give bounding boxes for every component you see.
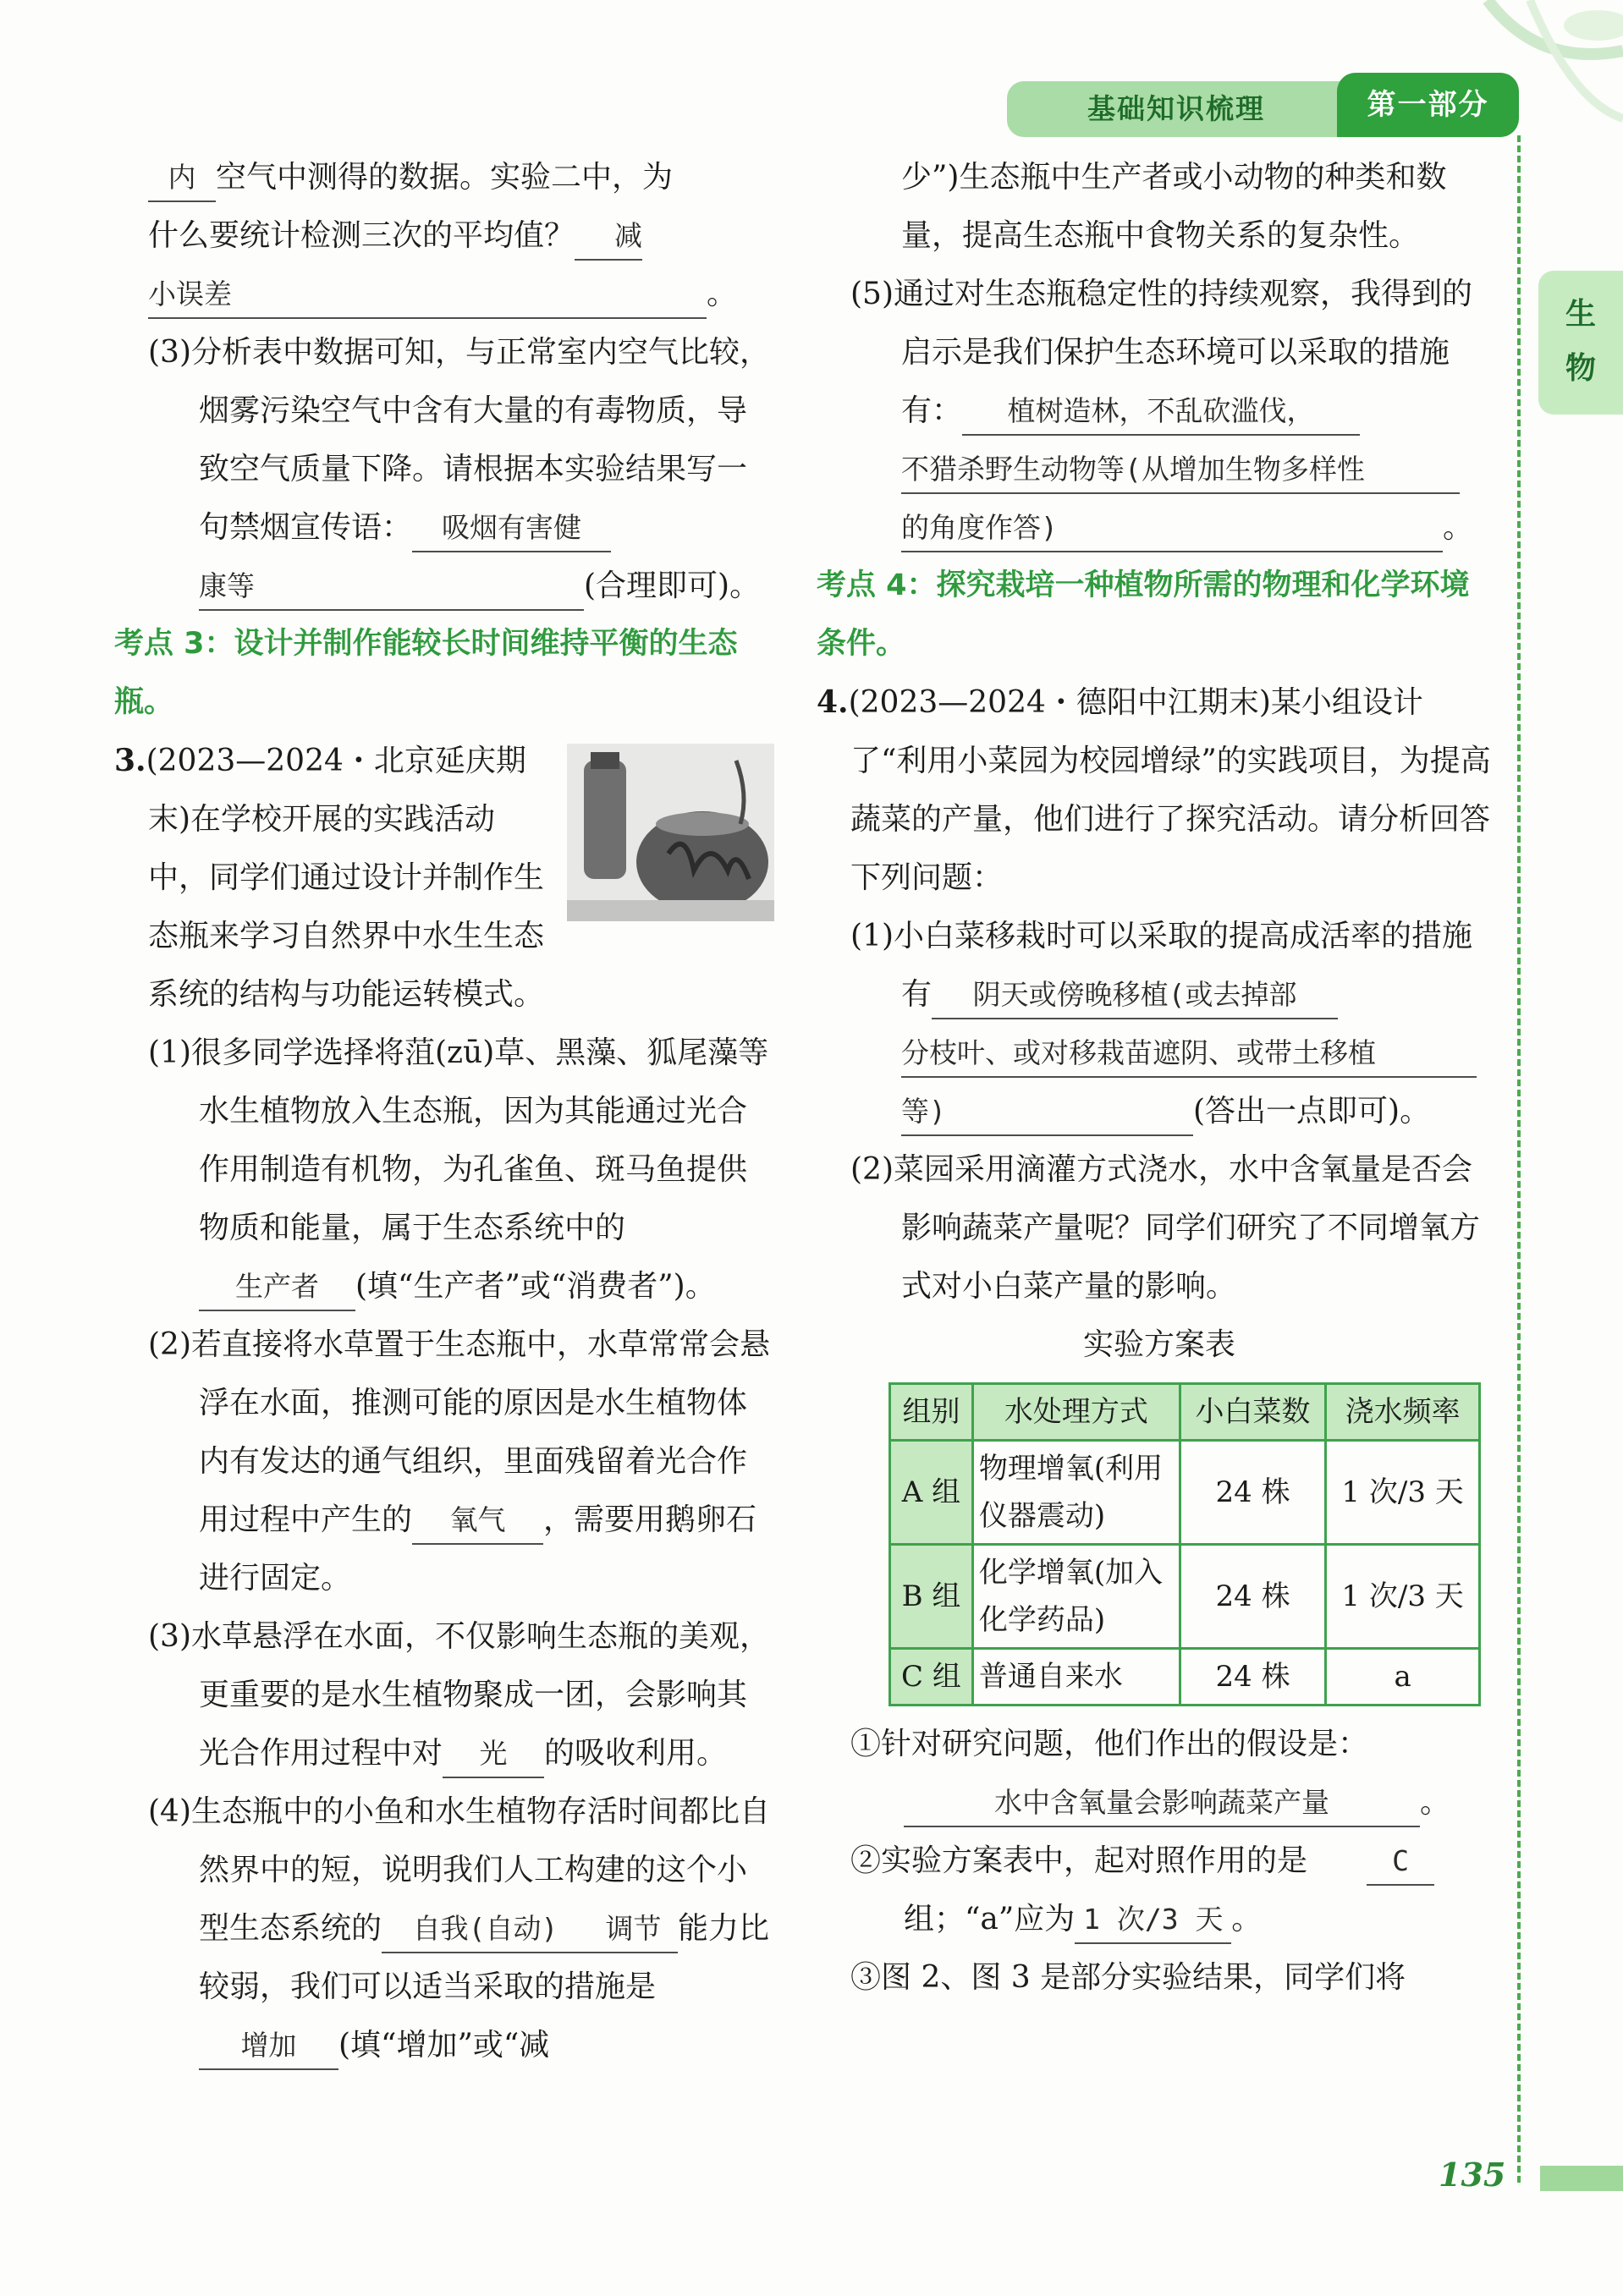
- question-4: [817, 673, 1494, 907]
- key-point-4: 考点 4：探究栽培一种植物所需的物理和化学环境条件。: [817, 569, 1470, 661]
- table-cell: C 组: [890, 1649, 973, 1706]
- item-label: ③: [850, 1960, 882, 1995]
- text: 菜园采用滴灌方式浇水，水中含氧量是否会影响蔬菜产量呢？同学们研究了不同增氧方式对小白菜产量的影响。: [894, 1152, 1481, 1304]
- table-row: [890, 1441, 1480, 1545]
- table-cell: B 组: [890, 1545, 973, 1649]
- ecological-bottle-photo: [567, 744, 774, 921]
- continued-line-1: [114, 148, 774, 206]
- table-cell: 24 株: [1180, 1649, 1325, 1706]
- question-3-5: [817, 265, 1494, 557]
- text: ，需要用鹅卵石进行固定。: [199, 1502, 757, 1596]
- text: 针对研究问题，他们作出的假设是：: [881, 1727, 1369, 1761]
- subject-char-1: 生: [1565, 297, 1596, 332]
- right-column: [817, 148, 1494, 2007]
- text: 很多同学选择将菹(zū)草、黑藻、狐尾藻等水生植物放入生态瓶，因为其能通过光合作用制造有机物，为孔雀鱼、斑马鱼提供物质和能量，属于生态系统中的: [191, 1035, 769, 1245]
- question-3-1: [114, 1024, 774, 1316]
- answer-blank[interactable]: 自我(自动): [382, 1906, 589, 1953]
- page-number-bar: [1540, 2166, 1623, 2191]
- text: 生态瓶中的小鱼和水生植物存活时间都比自然界中的短，说明我们人工构建的这个小型生态系统的: [191, 1794, 771, 1946]
- text: 的吸收利用。: [544, 1736, 728, 1771]
- text: 通过对生态瓶稳定性的持续观察，我得到的启示是我们保护生态环境可以采取的措施有：: [894, 277, 1473, 428]
- question-number: 3.: [114, 743, 146, 778]
- table-header-row: [890, 1384, 1480, 1441]
- table-cell: 化学增氧(加入化学药品): [972, 1545, 1180, 1649]
- text: (合理即可)。: [584, 569, 761, 603]
- text: 实验方案表中，起对照作用的是: [881, 1843, 1308, 1878]
- item-label: (1): [850, 919, 894, 953]
- answer-blank[interactable]: 分枝叶、或对移栽苗遮阴、或带土移植: [901, 1030, 1477, 1078]
- text: (填“生产者”或“消费者”)。: [355, 1269, 716, 1304]
- subject-char-2: 物: [1565, 351, 1596, 386]
- table-cell: 24 株: [1180, 1545, 1325, 1649]
- page-number: 135: [1439, 2156, 1506, 2194]
- answer-blank[interactable]: 不猎杀野生动物等(从增加生物多样性: [901, 447, 1460, 494]
- text: 什么要统计检测三次的平均值？: [148, 218, 575, 253]
- item-label: ①: [850, 1727, 882, 1761]
- item-label: (1): [148, 1035, 191, 1070]
- question-number: 4.: [817, 684, 849, 720]
- continued-line-2: [114, 206, 774, 265]
- answer-blank[interactable]: 的角度作答): [901, 505, 1443, 552]
- text: 。: [1231, 1902, 1263, 1936]
- table-cell: 物理增氧(利用仪器震动): [972, 1441, 1180, 1545]
- text: 水草悬浮在水面，不仅影响生态瓶的美观，更重要的是水生植物聚成一团，会影响其光合作用过程中对: [191, 1619, 771, 1771]
- answer-blank[interactable]: 吸烟有害健: [412, 505, 611, 552]
- table-cell: 1 次/3 天: [1326, 1441, 1480, 1545]
- item-label: (5): [850, 277, 894, 311]
- item-label: (2): [850, 1152, 894, 1187]
- margin-dash-line: [1517, 135, 1521, 2183]
- question-4-2-2: [817, 1832, 1494, 1948]
- key-point-3: 考点 3：设计并制作能较长时间维持平衡的生态瓶。: [114, 627, 738, 719]
- text: 小白菜移栽时可以采取的提高成活率的措施有: [894, 919, 1473, 1012]
- answer-blank[interactable]: C: [1367, 1838, 1434, 1886]
- text: 空气中测得的数据。实验二中，为: [216, 160, 674, 195]
- question-4-2-3: [817, 1948, 1494, 2007]
- question-3-3b: [114, 1607, 774, 1782]
- question-3-4: [114, 1782, 774, 2074]
- text: 组；“a”应为: [904, 1902, 1076, 1936]
- table-cell: 普通自来水: [972, 1649, 1180, 1706]
- answer-blank[interactable]: 调节: [589, 1906, 678, 1953]
- table-row: [890, 1545, 1480, 1649]
- text: 。: [707, 277, 738, 311]
- item-label: (3): [148, 335, 191, 370]
- answer-blank[interactable]: 康等: [199, 563, 584, 611]
- column-header: 水处理方式: [972, 1384, 1180, 1441]
- section-tab: 基础知识梳理: [1007, 81, 1345, 137]
- text: 。: [1443, 510, 1474, 545]
- table-cell: a: [1326, 1649, 1480, 1706]
- text: 若直接将水草置于生态瓶中，水草常常会悬浮在水面，推测可能的原因是水生植物体内有发达的通气组织，里面残留着光合作用过程中产生的: [191, 1327, 771, 1537]
- answer-blank[interactable]: 氧气: [412, 1497, 543, 1545]
- question-4-2: [817, 1140, 1494, 1316]
- table-cell: 24 株: [1180, 1441, 1325, 1545]
- table-cell: 1 次/3 天: [1326, 1545, 1480, 1649]
- item-label: (3): [148, 1619, 191, 1654]
- text: 能力比较弱，我们可以适当采取的措施是: [199, 1911, 770, 2004]
- text: (2023—2024・德阳中江期末)某小组设计了“利用小菜园为校园增绿”的实践项目，为提高蔬菜的产量，他们进行了探究活动。请分析回答下列问题：: [848, 685, 1491, 895]
- column-header: 小白菜数: [1180, 1384, 1325, 1441]
- subject-tab: [1538, 271, 1623, 415]
- table-cell: A 组: [890, 1441, 973, 1545]
- answer-blank[interactable]: 内: [148, 155, 216, 202]
- question-3-3: [114, 323, 774, 615]
- text: 。: [1420, 1785, 1451, 1820]
- table-row: [890, 1649, 1480, 1706]
- answer-blank[interactable]: 减: [575, 213, 642, 261]
- text: (答出一点即可)。: [1193, 1094, 1431, 1129]
- answer-blank[interactable]: 水中含氧量会影响蔬菜产量: [904, 1780, 1420, 1827]
- answer-blank[interactable]: 增加: [199, 2023, 338, 2070]
- question-3-2: [114, 1316, 774, 1607]
- question-3: [114, 732, 774, 1024]
- answer-blank[interactable]: 生产者: [199, 1264, 355, 1311]
- text: (2023—2024・北京延庆期末)在学校开展的实践活动中，同学们通过设计并制作生态瓶来学习自然界中水生生态系统的结构与功能运转模式。: [146, 744, 545, 1012]
- answer-blank[interactable]: 等): [901, 1089, 1193, 1136]
- experiment-table: [889, 1382, 1481, 1706]
- left-column: [114, 148, 774, 2074]
- text: (填“增加”或“减: [338, 2028, 550, 2063]
- item-label: ②: [850, 1843, 882, 1878]
- column-header: 组别: [890, 1384, 973, 1441]
- part-tab: 第一部分: [1337, 73, 1519, 137]
- answer-blank[interactable]: 1 次/3 天: [1075, 1897, 1231, 1944]
- answer-blank[interactable]: 光: [443, 1731, 544, 1778]
- continued-line-3: [114, 265, 774, 323]
- text: 分析表中数据可知，与正常室内空气比较，烟雾污染空气中含有大量的有毒物质，导致空气质量下降。请根据本实验结果写一句禁烟宣传语：: [191, 335, 771, 545]
- text: 图 2、图 3 是部分实验结果，同学们将: [881, 1960, 1406, 1995]
- table-caption: 实验方案表: [1082, 1327, 1235, 1362]
- question-4-1: [817, 907, 1494, 1140]
- question-4-2-1: [817, 1715, 1494, 1832]
- item-label: (2): [148, 1327, 191, 1362]
- answer-blank[interactable]: 植树造林，不乱砍滥伐，: [962, 388, 1360, 436]
- answer-blank[interactable]: 小误差: [148, 272, 707, 319]
- continued-text: 少”)生态瓶中生产者或小动物的种类和数量，提高生态瓶中食物关系的复杂性。: [901, 160, 1447, 253]
- answer-blank[interactable]: 阴天或傍晚移植(或去掉部: [932, 972, 1338, 1019]
- item-label: (4): [148, 1794, 191, 1829]
- column-header: 浇水频率: [1326, 1384, 1480, 1441]
